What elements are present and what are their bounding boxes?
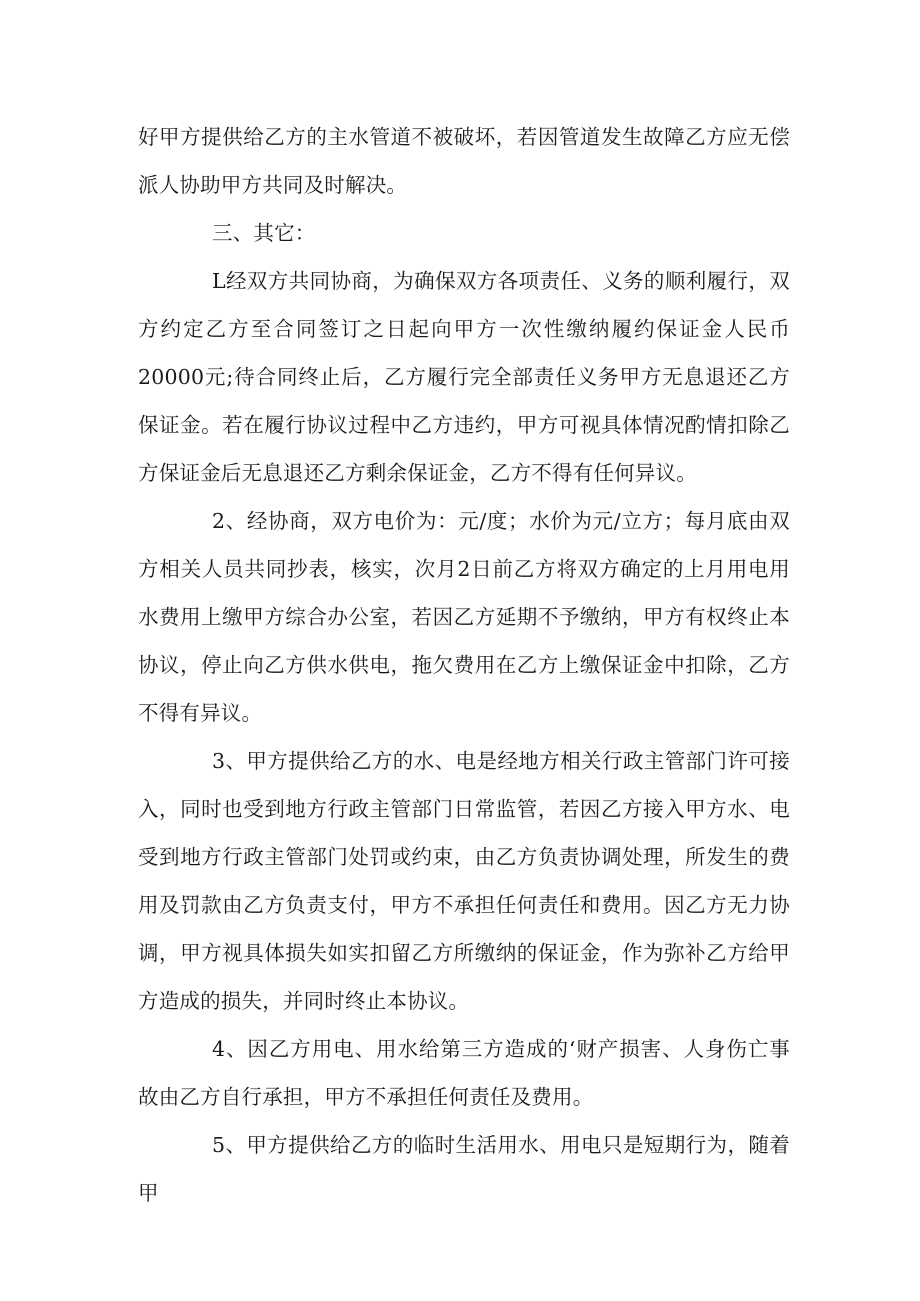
document-body — [138, 113, 790, 1217]
clause-3-regulation: 3、甲方提供给乙方的水、电是经地方相关行政主管部门许可接入，同时也受到地方行政主管部门日常监管，若因乙方接入甲方水、电受到地方行政主管部门处罚或约束，由乙方负责协调处理，所发生的费用及罚款由乙方负责支付，甲方不承担任何责任和费用。因乙方无力协调，甲方视具体损失如实扣留乙方所缴纳的保证金，作为弥补乙方给甲方造成的损失，并同时终止本协议。 — [138, 749, 790, 1013]
section-heading-other: 三、其它： — [212, 221, 316, 245]
paragraph-water-pipe: 好甲方提供给乙方的主水管道不被破坏，若因管道发生故障乙方应无偿派人协助甲方共同及时解决。 — [138, 125, 790, 197]
clause-2-pricing: 2、经协商，双方电价为：元/度；水价为元/立方；每月底由双方相关人员共同抄表，核实，次月2日前乙方将双方确定的上月用电用水费用上缴甲方综合办公室，若因乙方延期不予缴纳，甲方有权终止本协议，停止向乙方供水供电，拖欠费用在乙方上缴保证金中扣除，乙方不得有异议。 — [138, 509, 790, 725]
clause-1-deposit: L经双方共同协商，为确保双方各项责任、义务的顺利履行，双方约定乙方至合同签订之日起向甲方一次性缴纳履约保证金人民币20000元;待合同终止后，乙方履行完全部责任义务甲方无息退还乙方保证金。若在履行协议过程中乙方违约，甲方可视具体情况酌情扣除乙方保证金后无息退还乙方剩余保证金，乙方不得有任何异议。 — [138, 269, 790, 485]
clause-5-temporary-supply: 5、甲方提供给乙方的临时生活用水、用电只是短期行为，随着甲 — [138, 1133, 790, 1205]
clause-4-liability: 4、因乙方用电、用水给第三方造成的‘财产损害、人身伤亡事故由乙方自行承担，甲方不承担任何责任及费用。 — [138, 1037, 790, 1109]
